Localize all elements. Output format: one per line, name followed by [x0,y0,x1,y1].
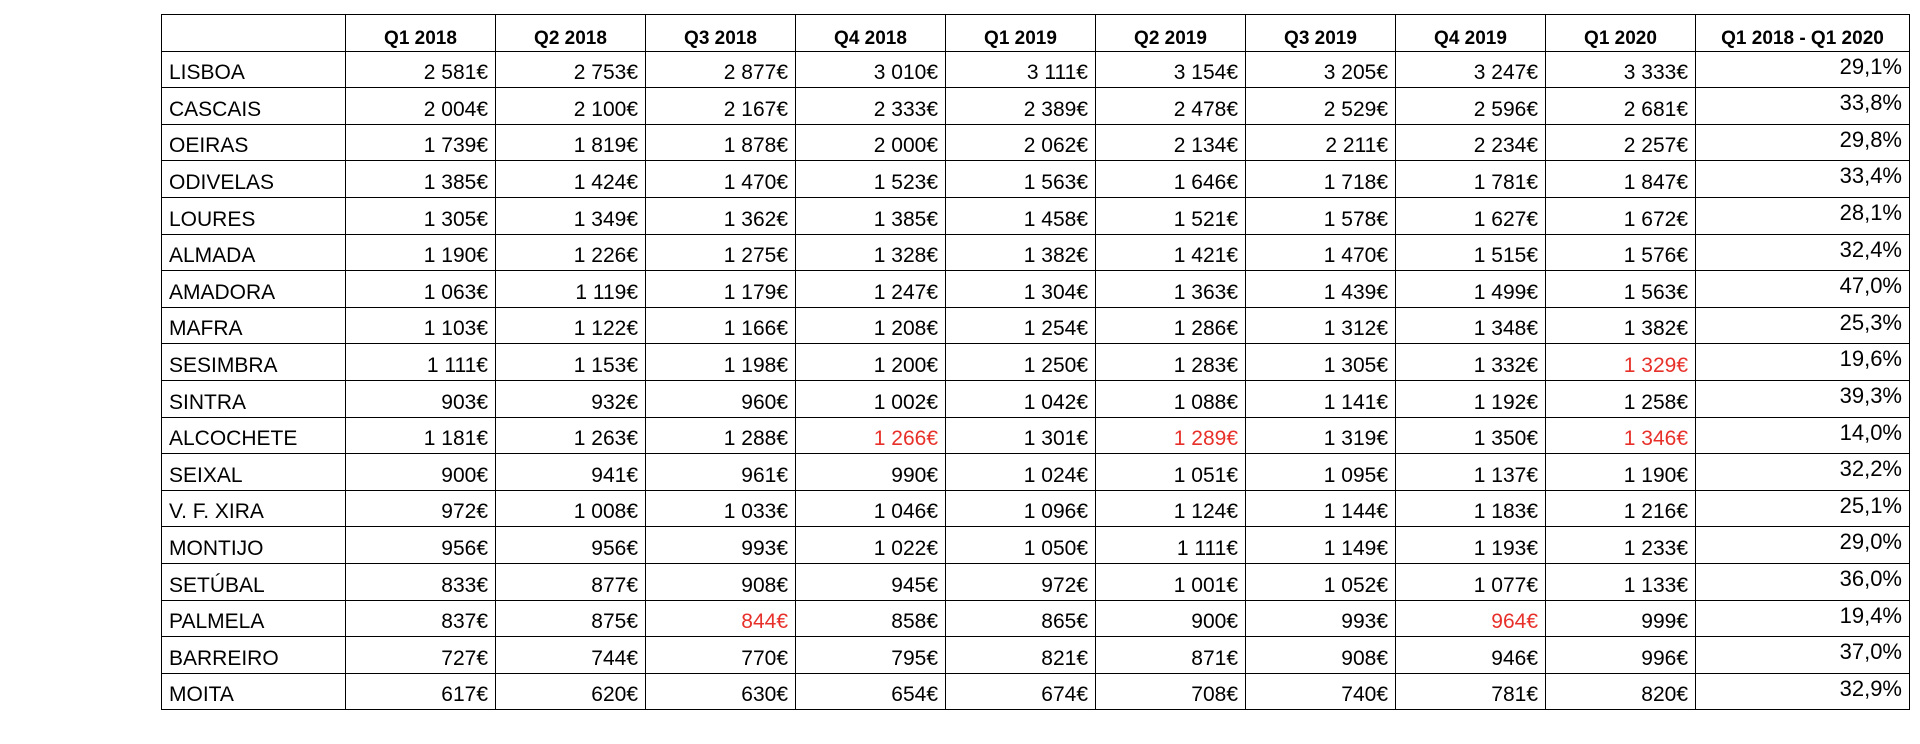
price-cell: 999€ [1546,600,1696,637]
price-cell: 964€ [1396,600,1546,637]
municipality-name: BARREIRO [162,637,346,674]
price-cell: 1 348€ [1396,307,1546,344]
price-cell: 972€ [346,490,496,527]
header-cell: Q1 2019 [946,15,1096,52]
price-cell: 2 596€ [1396,88,1546,125]
table-row [162,307,1910,344]
price-cell: 2 000€ [796,124,946,161]
price-cell: 1 063€ [346,271,496,308]
change-cell: 37,0% [1696,637,1910,674]
price-cell: 1 181€ [346,417,496,454]
price-cell: 900€ [1096,600,1246,637]
price-cell: 2 333€ [796,88,946,125]
price-cell: 1 385€ [796,197,946,234]
price-cell: 996€ [1546,637,1696,674]
price-cell: 2 062€ [946,124,1096,161]
price-cell: 1 319€ [1246,417,1396,454]
price-cell: 960€ [646,380,796,417]
price-cell: 1 332€ [1396,344,1546,381]
price-cell: 1 499€ [1396,271,1546,308]
price-cell: 1 258€ [1546,380,1696,417]
header-cell: Q1 2018 - Q1 2020 [1696,15,1910,52]
price-cell: 1 283€ [1096,344,1246,381]
price-cell: 900€ [346,454,496,491]
price-cell: 1 470€ [646,161,796,198]
change-cell: 32,4% [1696,234,1910,271]
price-cell: 1 050€ [946,527,1096,564]
price-cell: 620€ [496,673,646,710]
price-cell: 1 141€ [1246,380,1396,417]
price-cell: 1 458€ [946,197,1096,234]
municipality-name: LOURES [162,197,346,234]
price-cell: 1 122€ [496,307,646,344]
municipality-name: MOITA [162,673,346,710]
price-cell: 1 149€ [1246,527,1396,564]
price-cell: 708€ [1096,673,1246,710]
price-cell: 993€ [646,527,796,564]
price-cell: 1 233€ [1546,527,1696,564]
change-cell: 29,8% [1696,124,1910,161]
price-cell: 3 247€ [1396,51,1546,88]
price-cell: 3 205€ [1246,51,1396,88]
price-cell: 654€ [796,673,946,710]
price-cell: 1 144€ [1246,490,1396,527]
price-cell: 1 286€ [1096,307,1246,344]
header-cell [162,15,346,52]
price-cell: 1 627€ [1396,197,1546,234]
change-cell: 29,0% [1696,527,1910,564]
price-cell: 1 208€ [796,307,946,344]
change-cell: 25,1% [1696,490,1910,527]
price-cell: 1 024€ [946,454,1096,491]
price-cell: 1 051€ [1096,454,1246,491]
change-cell: 32,9% [1696,673,1910,710]
change-cell: 28,1% [1696,197,1910,234]
price-cell: 1 739€ [346,124,496,161]
price-cell: 837€ [346,600,496,637]
price-cell: 2 004€ [346,88,496,125]
price-cell: 1 033€ [646,490,796,527]
municipality-name: LISBOA [162,51,346,88]
price-cell: 1 350€ [1396,417,1546,454]
price-cell: 2 877€ [646,51,796,88]
change-cell: 47,0% [1696,271,1910,308]
price-cell: 1 226€ [496,234,646,271]
price-cell: 1 470€ [1246,234,1396,271]
municipality-name: SEIXAL [162,454,346,491]
header-row [162,15,1910,52]
price-cell: 1 382€ [1546,307,1696,344]
price-cell: 956€ [496,527,646,564]
table-row [162,637,1910,674]
price-cell: 1 190€ [1546,454,1696,491]
change-cell: 29,1% [1696,51,1910,88]
price-cell: 1 301€ [946,417,1096,454]
price-cell: 2 234€ [1396,124,1546,161]
price-cell: 1 266€ [796,417,946,454]
price-cell: 993€ [1246,600,1396,637]
price-cell: 2 753€ [496,51,646,88]
price-cell: 1 124€ [1096,490,1246,527]
price-cell: 1 312€ [1246,307,1396,344]
price-cell: 1 088€ [1096,380,1246,417]
price-cell: 1 515€ [1396,234,1546,271]
municipality-name: CASCAIS [162,88,346,125]
price-cell: 941€ [496,454,646,491]
price-cell: 1 111€ [346,344,496,381]
table-row [162,161,1910,198]
price-cell: 727€ [346,637,496,674]
price-cell: 1 328€ [796,234,946,271]
municipality-name: SESIMBRA [162,344,346,381]
table-row [162,51,1910,88]
price-cell: 1 133€ [1546,563,1696,600]
municipality-name: SINTRA [162,380,346,417]
table-row [162,197,1910,234]
price-cell: 1 288€ [646,417,796,454]
change-cell: 33,4% [1696,161,1910,198]
table-row [162,344,1910,381]
price-cell: 1 183€ [1396,490,1546,527]
municipality-name: OEIRAS [162,124,346,161]
price-cell: 1 363€ [1096,271,1246,308]
price-cell: 674€ [946,673,1096,710]
price-cell: 908€ [646,563,796,600]
change-cell: 19,4% [1696,600,1910,637]
price-cell: 1 001€ [1096,563,1246,600]
price-cell: 1 008€ [496,490,646,527]
price-cell: 1 096€ [946,490,1096,527]
price-cell: 781€ [1396,673,1546,710]
price-cell: 1 119€ [496,271,646,308]
municipality-name: PALMELA [162,600,346,637]
price-cell: 1 046€ [796,490,946,527]
header-cell: Q1 2020 [1546,15,1696,52]
change-cell: 25,3% [1696,307,1910,344]
price-cell: 1 263€ [496,417,646,454]
price-cell: 1 289€ [1096,417,1246,454]
price-cell: 844€ [646,600,796,637]
table-row [162,490,1910,527]
price-cell: 1 166€ [646,307,796,344]
price-cell: 946€ [1396,637,1546,674]
header-cell: Q4 2019 [1396,15,1546,52]
price-cell: 1 421€ [1096,234,1246,271]
price-cell: 1 247€ [796,271,946,308]
price-cell: 1 576€ [1546,234,1696,271]
table-row [162,673,1910,710]
price-cell: 1 646€ [1096,161,1246,198]
table-row [162,454,1910,491]
price-cell: 2 100€ [496,88,646,125]
municipality-name: SETÚBAL [162,563,346,600]
price-cell: 932€ [496,380,646,417]
price-cell: 877€ [496,563,646,600]
price-cell: 1 578€ [1246,197,1396,234]
municipality-name: V. F. XIRA [162,490,346,527]
table-row [162,417,1910,454]
price-cell: 945€ [796,563,946,600]
price-cell: 2 211€ [1246,124,1396,161]
price-cell: 1 179€ [646,271,796,308]
price-cell: 1 563€ [946,161,1096,198]
price-cell: 1 424€ [496,161,646,198]
price-cell: 2 167€ [646,88,796,125]
price-cell: 858€ [796,600,946,637]
price-cell: 1 781€ [1396,161,1546,198]
municipality-name: ODIVELAS [162,161,346,198]
price-table [161,14,1910,710]
price-cell: 1 523€ [796,161,946,198]
price-cell: 740€ [1246,673,1396,710]
change-cell: 39,3% [1696,380,1910,417]
municipality-name: MAFRA [162,307,346,344]
price-cell: 1 103€ [346,307,496,344]
price-cell: 1 137€ [1396,454,1546,491]
price-cell: 820€ [1546,673,1696,710]
price-cell: 1 254€ [946,307,1096,344]
price-cell: 1 042€ [946,380,1096,417]
price-cell: 2 257€ [1546,124,1696,161]
price-cell: 1 304€ [946,271,1096,308]
price-cell: 1 385€ [346,161,496,198]
price-cell: 630€ [646,673,796,710]
price-cell: 1 819€ [496,124,646,161]
header-cell: Q3 2018 [646,15,796,52]
municipality-name: ALMADA [162,234,346,271]
price-cell: 1 200€ [796,344,946,381]
municipality-name: AMADORA [162,271,346,308]
price-cell: 961€ [646,454,796,491]
price-cell: 3 333€ [1546,51,1696,88]
price-cell: 1 095€ [1246,454,1396,491]
price-cell: 1 346€ [1546,417,1696,454]
price-cell: 2 581€ [346,51,496,88]
price-cell: 903€ [346,380,496,417]
municipality-name: MONTIJO [162,527,346,564]
change-cell: 32,2% [1696,454,1910,491]
table-row [162,88,1910,125]
price-cell: 1 439€ [1246,271,1396,308]
price-cell: 1 216€ [1546,490,1696,527]
price-cell: 770€ [646,637,796,674]
municipality-name: ALCOCHETE [162,417,346,454]
price-cell: 1 521€ [1096,197,1246,234]
price-cell: 871€ [1096,637,1246,674]
price-cell: 617€ [346,673,496,710]
header-cell: Q2 2019 [1096,15,1246,52]
price-cell: 1 192€ [1396,380,1546,417]
price-cell: 1 382€ [946,234,1096,271]
price-cell: 1 305€ [346,197,496,234]
price-cell: 795€ [796,637,946,674]
price-cell: 972€ [946,563,1096,600]
price-cell: 1 052€ [1246,563,1396,600]
table-row [162,527,1910,564]
price-cell: 744€ [496,637,646,674]
table-row [162,234,1910,271]
price-cell: 821€ [946,637,1096,674]
change-cell: 33,8% [1696,88,1910,125]
price-cell: 1 002€ [796,380,946,417]
header-cell: Q1 2018 [346,15,496,52]
price-cell: 1 349€ [496,197,646,234]
price-cell: 1 275€ [646,234,796,271]
table-row [162,600,1910,637]
price-cell: 956€ [346,527,496,564]
price-cell: 1 362€ [646,197,796,234]
price-cell: 2 529€ [1246,88,1396,125]
price-cell: 1 305€ [1246,344,1396,381]
price-cell: 1 563€ [1546,271,1696,308]
table-row [162,380,1910,417]
price-cell: 2 389€ [946,88,1096,125]
header-cell: Q3 2019 [1246,15,1396,52]
table-row [162,124,1910,161]
price-cell: 2 478€ [1096,88,1246,125]
price-cell: 1 190€ [346,234,496,271]
price-cell: 865€ [946,600,1096,637]
price-cell: 875€ [496,600,646,637]
price-cell: 1 250€ [946,344,1096,381]
price-cell: 990€ [796,454,946,491]
price-cell: 3 154€ [1096,51,1246,88]
price-cell: 908€ [1246,637,1396,674]
price-cell: 2 134€ [1096,124,1246,161]
table-row [162,563,1910,600]
price-cell: 3 111€ [946,51,1096,88]
price-cell: 1 329€ [1546,344,1696,381]
price-cell: 1 718€ [1246,161,1396,198]
price-cell: 1 193€ [1396,527,1546,564]
price-cell: 1 878€ [646,124,796,161]
price-cell: 1 022€ [796,527,946,564]
change-cell: 36,0% [1696,563,1910,600]
price-cell: 1 077€ [1396,563,1546,600]
price-cell: 1 111€ [1096,527,1246,564]
price-cell: 1 847€ [1546,161,1696,198]
price-cell: 2 681€ [1546,88,1696,125]
table-row [162,271,1910,308]
price-table-container [161,14,1910,710]
table-body [162,51,1910,710]
price-cell: 1 672€ [1546,197,1696,234]
price-cell: 1 198€ [646,344,796,381]
price-cell: 833€ [346,563,496,600]
change-cell: 19,6% [1696,344,1910,381]
header-cell: Q4 2018 [796,15,946,52]
change-cell: 14,0% [1696,417,1910,454]
price-cell: 1 153€ [496,344,646,381]
header-cell: Q2 2018 [496,15,646,52]
price-cell: 3 010€ [796,51,946,88]
